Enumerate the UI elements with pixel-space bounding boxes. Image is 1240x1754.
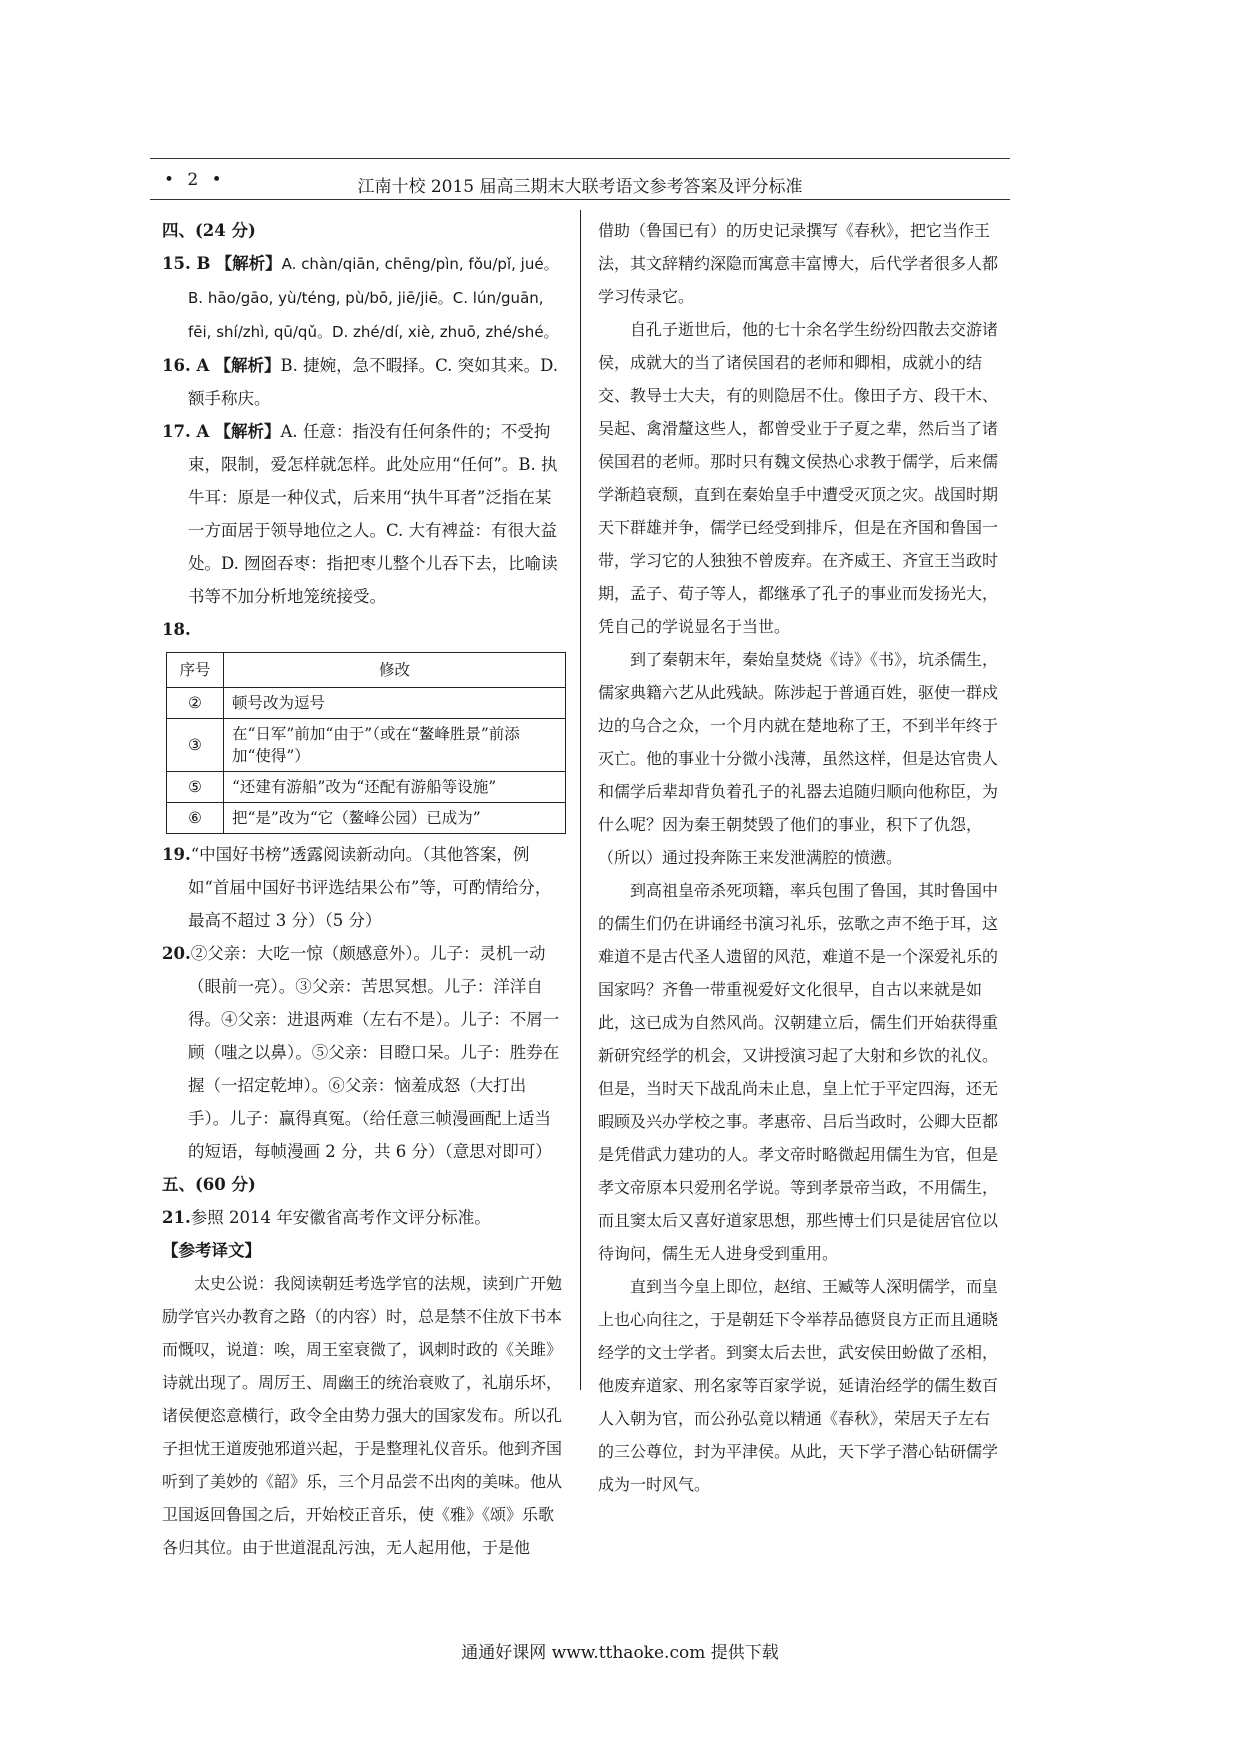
left-column (162, 214, 564, 1564)
question-19-text: “中国好书榜”透露阅读新动向。（其他答案，例如“首届中国好书评选结果公布”等，可酌情给分，最高不超过 3 分）（5 分） (188, 845, 552, 930)
question-16 (162, 349, 564, 415)
table-cell-revision: “还建有游船”改为“还配有游船等设施” (224, 772, 566, 803)
table-row (167, 688, 566, 719)
translation-paragraph: 自孔子逝世后，他的七十余名学生纷纷四散去交游诸侯，成就大的当了诸侯国君的老师和卿相，成就小的结交、教导士大夫，有的则隐居不仕。像田子方、段干木、吴起、禽滑釐这些人，都曾受业于子夏之辈，然后当了诸侯国君的老师。那时只有魏文侯热心求教于儒学，后来儒学渐趋衰颓，直到在秦始皇手中遭受灭顶之灾。战国时期天下群雄并争，儒学已经受到排斥，但是在齐国和鲁国一带，学习它的人独独不曾废弃。在齐威王、齐宣王当政时期，孟子、荀子等人，都继承了孔子的事业而发扬光大，凭自己的学说显名于当世。 (598, 320, 999, 636)
column-divider (580, 210, 581, 1390)
table-cell-revision: 把“是”改为“它（鳌峰公园）已成为” (224, 803, 566, 834)
table-header-row (167, 653, 566, 688)
table-cell-revision: 在“日军”前加“由于”（或在“鳌峰胜景”前添加“使得”） (224, 719, 566, 772)
table-cell-index: ⑤ (167, 772, 224, 803)
table-cell-index: ⑥ (167, 803, 224, 834)
question-18-number: 18. (162, 620, 191, 639)
translation-paragraph: 到了秦朝末年，秦始皇焚烧《诗》《书》，坑杀儒生，儒家典籍六艺从此残缺。陈涉起于普通百姓，驱使一群戍边的乌合之众，一个月内就在楚地称了王，不到半年终于灭亡。他的事业十分微小浅薄，虽然这样，但是达官贵人和儒学后辈却背负着孔子的礼器去追随归顺向他称臣，为什么呢？因为秦王朝焚毁了他们的事业，积下了仇怨，（所以）通过投奔陈王来发泄满腔的愤懑。 (598, 650, 999, 867)
footer-url[interactable]: www.tthaoke.com (551, 1643, 706, 1663)
question-17-text: A. 任意：指没有任何条件的；不受拘束，限制，爱怎样就怎样。此处应用“任何”。B. 执牛耳：原是一种仪式，后来用“执牛耳者”泛指在某一方面居于领导地位之人。C. 大有裨益：有很大益处。D. 囫囵吞枣：指把枣儿整个儿吞下去，比喻读书等不加分析地笼统接受。 (188, 422, 558, 606)
question-21 (162, 1201, 564, 1234)
question-16-text: B. 捷婉，急不暇择。C. 突如其来。D. 额手称庆。 (188, 356, 559, 408)
question-20 (162, 937, 564, 1168)
question-15-text: A. chàn/qiān, chēng/pìn, fǒu/pǐ, jué。B. hāo/gāo, yù/téng, pù/bō, jiē/jiē。C. lún/guān, fēi, shí/zhì, qū/qǔ。D. zhé/dí, xiè, zhuō, zhé/shé。 (188, 255, 559, 341)
question-15-number: 15. B (162, 254, 211, 273)
section-five-heading: 五、(60 分) (162, 1175, 256, 1194)
reference-translation-heading: 【参考译文】 (162, 1241, 261, 1260)
section-four-heading: 四、(24 分) (162, 221, 256, 240)
translation-paragraph: 太史公说：我阅读朝廷考选学官的法规，读到广开勉励学官兴办教育之路（的内容）时，总是禁不住放下书本而慨叹，说道：唉，周王室衰微了，讽刺时政的《关雎》诗就出现了。周厉王、周幽王的统治衰败了，礼崩乐坏，诸侯便恣意横行，政令全由势力强大的国家发布。所以孔子担忧王道废弛邪道兴起，于是整理礼仪音乐。他到齐国听到了美妙的《韶》乐，三个月品尝不出肉的美味。他从卫国返回鲁国之后，开始校正音乐，使《雅》《颂》乐歌各归其位。由于世道混乱污浊，无人起用他，于是他 (162, 1274, 563, 1557)
translation-paragraph: 到高祖皇帝杀死项籍，率兵包围了鲁国，其时鲁国中的儒生们仍在讲诵经书演习礼乐，弦歌之声不绝于耳，这难道不是古代圣人遗留的风范，难道不是一个深爱礼乐的国家吗？齐鲁一带重视爱好文化很早，自古以来就是如此，这已成为自然风尚。汉朝建立后，儒生们开始获得重新研究经学的机会，又讲授演习起了大射和乡饮的礼仪。但是，当时天下战乱尚未止息，皇上忙于平定四海，还无暇顾及兴办学校之事。孝惠帝、吕后当政时，公卿大臣都是凭借武力建功的人。孝文帝时略微起用儒生为官，但是孝文帝原本只爱刑名学说。等到孝景帝当政，不用儒生，而且窦太后又喜好道家思想，那些博士们只是徒居官位以待询问，儒生无人进身受到重用。 (598, 881, 999, 1263)
download-credit (0, 1638, 1240, 1663)
question-15-tag: 【解析】 (215, 254, 282, 273)
question-21-text: 参照 2014 年安徽省高考作文评分标准。 (190, 1208, 491, 1227)
table-cell-index: ② (167, 688, 224, 719)
page-header (150, 168, 1010, 196)
revision-table (166, 652, 566, 834)
top-rule (150, 158, 1010, 159)
question-19 (162, 838, 564, 937)
question-15 (162, 247, 564, 349)
table-row (167, 803, 566, 834)
table-row (167, 719, 566, 772)
question-21-number: 21. (162, 1208, 191, 1227)
question-20-number: 20. (162, 944, 191, 963)
footer-site-name: 通通好课网 (461, 1643, 547, 1663)
table-cell-index: ③ (167, 719, 224, 772)
question-16-tag: 【解析】 (214, 356, 281, 375)
question-16-number: 16. A (162, 356, 210, 375)
table-row (167, 772, 566, 803)
translation-paragraph: 直到当今皇上即位，赵绾、王臧等人深明儒学，而皇上也心向往之，于是朝廷下令举荐品德贤良方正而且通晓经学的文士学者。到窦太后去世，武安侯田蚡做了丞相，他废弃道家、刑名家等百家学说，延请治经学的儒生数百人入朝为官，而公孙弘竟以精通《春秋》，荣居天子左右的三公尊位，封为平津侯。从此，天下学子潜心钻研儒学成为一时风气。 (598, 1277, 999, 1494)
question-17 (162, 415, 564, 613)
question-17-number: 17. A (162, 422, 210, 441)
header-title: 江南十校 2015 届高三期末大联考语文参考答案及评分标准 (357, 177, 803, 197)
header-rule (150, 199, 1010, 200)
table-header-index: 序号 (167, 653, 224, 688)
translation-paragraph: 借助（鲁国已有）的历史记录撰写《春秋》，把它当作王法，其文辞精约深隐而寓意丰富博大，后代学者很多人都学习传录它。 (598, 221, 999, 306)
footer-suffix: 提供下载 (710, 1643, 779, 1663)
question-20-text: ②父亲：大吃一惊（颇感意外）。儿子：灵机一动（眼前一亮）。③父亲：苦思冥想。儿子：洋洋自得。④父亲：进退两难（左右不是）。儿子：不屑一顾（嗤之以鼻）。⑤父亲：目瞪口呆。儿子：胜券在握（一招定乾坤）。⑥父亲：恼羞成怒（大打出手）。儿子：赢得真冤。（给任意三帧漫画配上适当的短语，每帧漫画 2 分，共 6 分）（意思对即可） (188, 944, 560, 1161)
table-cell-revision: 顿号改为逗号 (224, 688, 566, 719)
page-number: • 2 • (164, 170, 226, 190)
question-17-tag: 【解析】 (214, 422, 281, 441)
right-column (598, 214, 1000, 1501)
table-header-revision: 修改 (224, 653, 566, 688)
question-19-number: 19. (162, 845, 191, 864)
